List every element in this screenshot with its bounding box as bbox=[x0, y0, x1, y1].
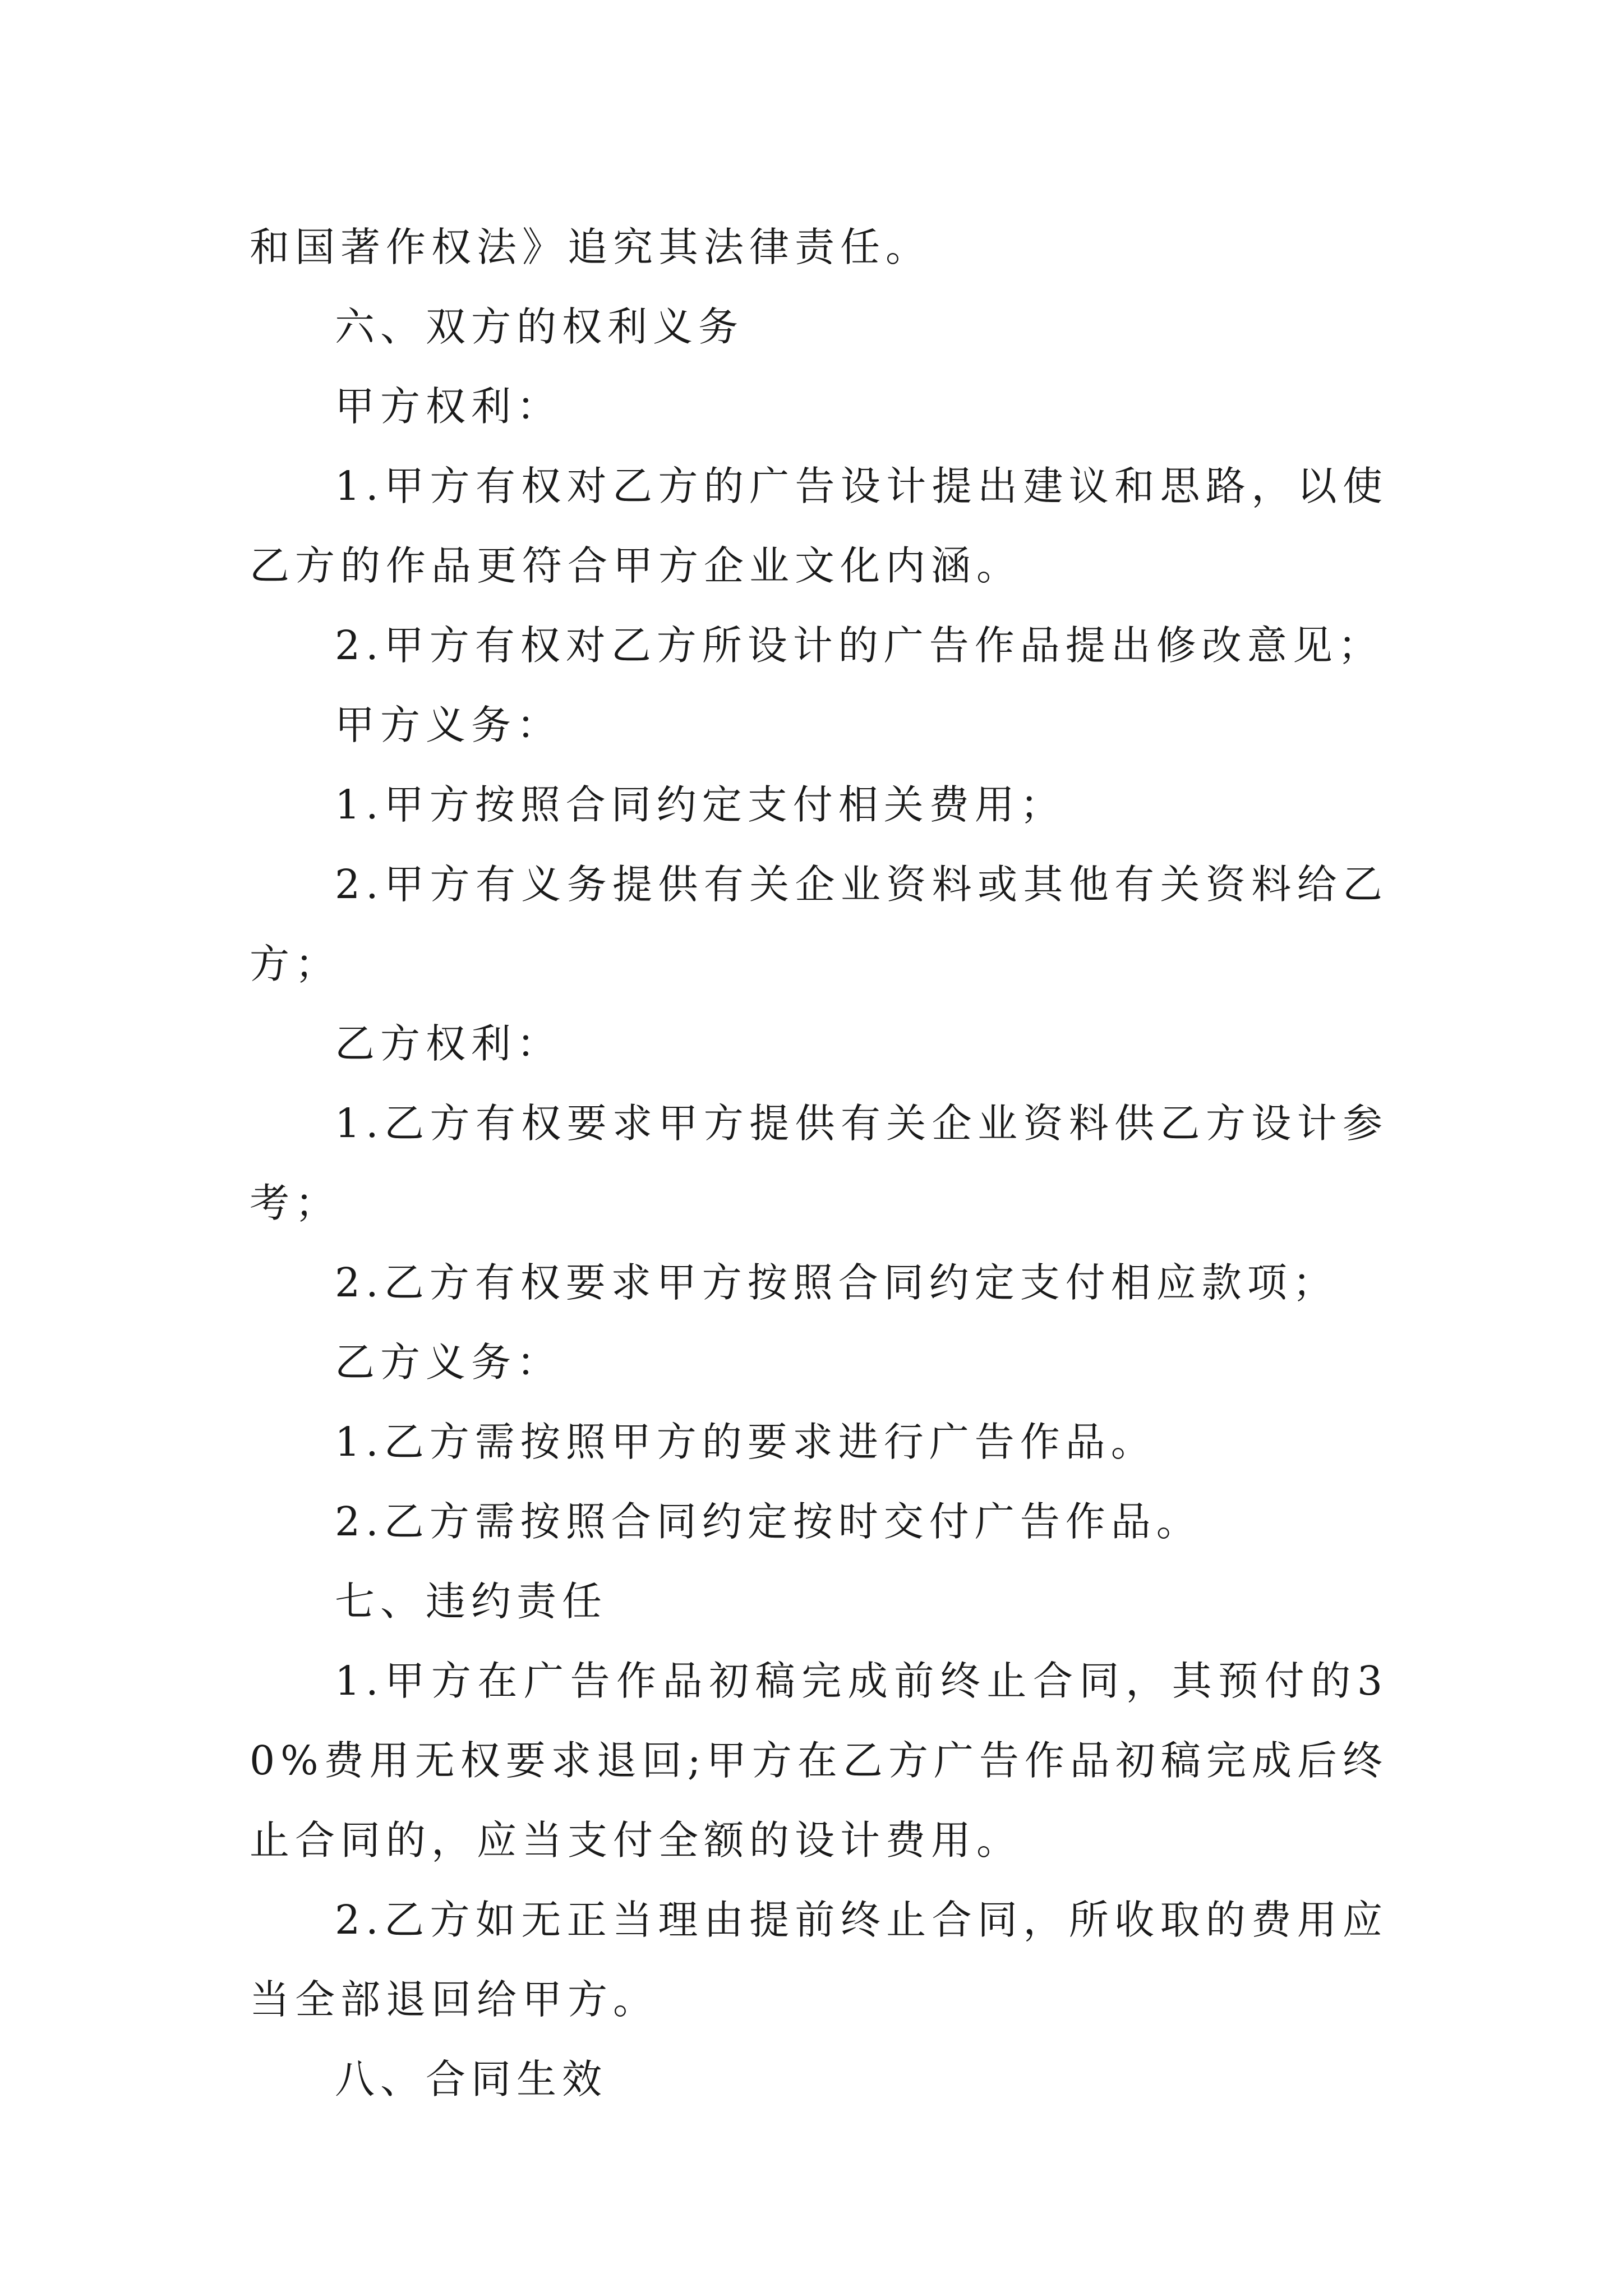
paragraph-party-b-obligation-1: 1.乙方需按照甲方的要求进行广告作品。 bbox=[335, 1419, 1156, 1465]
paragraph-party-a-obligation-1: 1.甲方按照合同约定支付相关费用； bbox=[335, 781, 1066, 828]
section-heading-breach-liability: 七、违约责任 bbox=[335, 1578, 608, 1625]
paragraph-party-a-right-1: 1.甲方有权对乙方的广告设计提出建议和思路，以使乙方的作品更符合甲方企业文化内涵。 bbox=[250, 463, 1388, 589]
subheading-party-b-rights: 乙方权利： bbox=[335, 1020, 562, 1067]
document-body bbox=[250, 208, 1388, 2119]
paragraph-party-b-obligation-2: 2.乙方需按照合同约定按时交付广告作品。 bbox=[335, 1498, 1202, 1545]
paragraph-party-b-right-1: 1.乙方有权要求甲方提供有关企业资料供乙方设计参考； bbox=[250, 1100, 1388, 1226]
paragraph-breach-2: 2.乙方如无正当理由提前终止合同，所收取的费用应当全部退回给甲方。 bbox=[250, 1897, 1388, 2023]
section-heading-rights-obligations: 六、双方的权利义务 bbox=[335, 303, 744, 350]
paragraph-party-a-right-2: 2.甲方有权对乙方所设计的广告作品提出修改意见； bbox=[335, 622, 1384, 669]
section-heading-contract-effective: 八、合同生效 bbox=[335, 2056, 608, 2102]
subheading-party-a-rights: 甲方权利： bbox=[335, 383, 562, 430]
paragraph-party-a-obligation-2: 2.甲方有义务提供有关企业资料或其他有关资料给乙方； bbox=[250, 861, 1388, 987]
subheading-party-b-obligations: 乙方义务： bbox=[335, 1339, 562, 1386]
paragraph-breach-1: 1.甲方在广告作品初稿完成前终止合同，其预付的30%费用无权要求退回;甲方在乙方广告作品初稿完成后终止合同的，应当支付全额的设计费用。 bbox=[250, 1658, 1388, 1864]
paragraph-party-b-right-2: 2.乙方有权要求甲方按照合同约定支付相应款项； bbox=[335, 1259, 1338, 1306]
subheading-party-a-obligations: 甲方义务： bbox=[335, 702, 562, 748]
paragraph-continuation: 和国著作权法》追究其法律责任。 bbox=[250, 224, 932, 270]
